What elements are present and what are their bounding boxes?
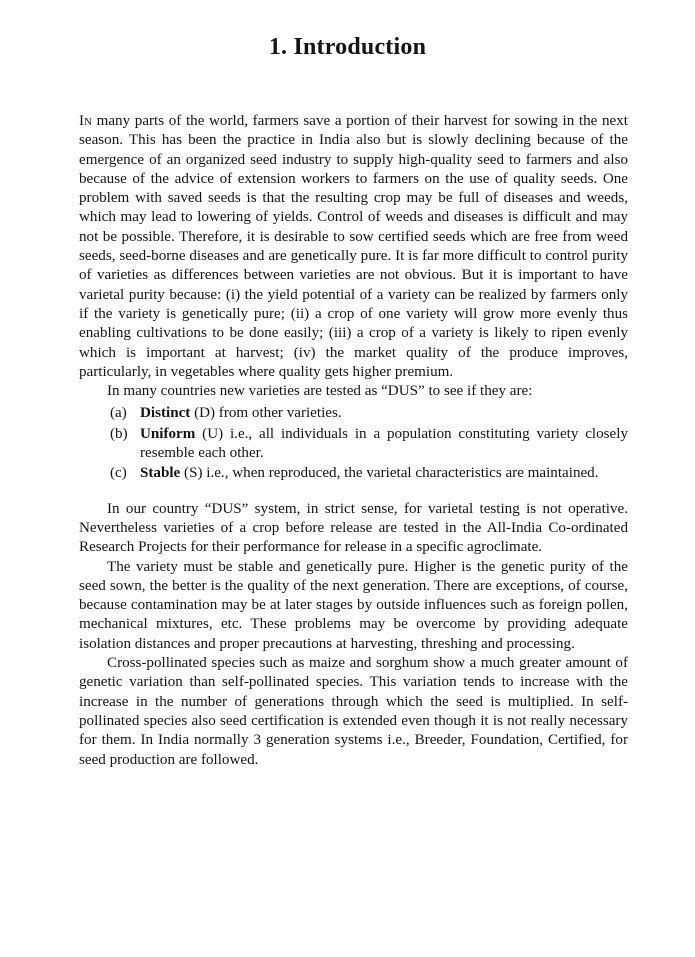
- list-marker: (c): [110, 465, 127, 482]
- paragraph-intro-text: many parts of the world, farmers save a portion of their harvest for sowing in the next season. This has been the practice in India also but is slowly declining because of the emergence of an organized seed industry to supply high-quality seed to farmers and also because of the advice of extension workers to farmers on the use of quality seeds. One problem with saved seeds is that the resulting crop may be full of diseases and weeds, which may lead to lowering of yields. Control of weeds and diseases is difficult and may not be possible. Therefore, it is desirable to sow certified seeds which are free from weed seeds, seed-borne diseases and are genetically pure. It is far more difficult to control purity of varieties as differences between varieties are not obvious. But it is important to have varietal purity because: (i) the yield potential of a variety can be realized by farmers only if the variety is genetically pure; (ii) a crop of one variety will grow more evenly thus enabling cultivations to be done easily; (iii) a crop of a variety is likely to ripen evenly which is important at harvest; (iv) the market quality of the produce improves, particularly, in vegetables where quality gets higher premium.: [79, 113, 628, 380]
- list-text: (S) i.e., when reproduced, the varietal characteristics are maintained.: [180, 465, 599, 482]
- chapter-body: [79, 112, 628, 770]
- list-marker: (a): [110, 405, 127, 422]
- list-term: Distinct: [140, 405, 191, 422]
- paragraph-gap: [79, 487, 628, 500]
- paragraph-cross-pollinated: Cross-pollinated species such as maize and sorghum show a much greater amount of genetic variation than self-pollinated species. This variation tends to increase with the increase in the number of generations through which the seed is multiplied. In self- pollinated species also seed certification is extended even though it is not really necessary for them. In India normally 3 generation systems i.e., Breeder, Foundation, Certified, for seed production are followed.: [79, 655, 628, 768]
- paragraph-dus-india: In our country “DUS” system, in strict sense, for varietal testing is not operative. Nevertheless varieties of a crop before release are tested in the All-India Co-ordinated Research Projects for their performance for release in a specific agroclimate.: [79, 500, 628, 556]
- list-item: [79, 404, 628, 423]
- list-marker: (b): [110, 425, 128, 442]
- list-term: Stable: [140, 465, 181, 482]
- paragraph-dus-intro: In many countries new varieties are tested as “DUS” to see if they are:: [107, 383, 533, 400]
- paragraph-intro: [79, 112, 628, 382]
- chapter-title: 1. Introduction: [268, 34, 427, 60]
- list-text: (D) from other varieties.: [190, 405, 342, 422]
- list-text: (U) i.e., all individuals in a population constituting variety closely resemble each other.: [140, 425, 628, 462]
- paragraph-lead-word: In: [79, 113, 92, 129]
- paragraph-genetic-purity: The variety must be stable and genetically pure. Higher is the genetic purity of the seed sown, the better is the quality of the next generation. There are exceptions, of course, because contamination may be at later stages by outside influences such as foreign pollen, mechanical mixtures, etc. These problems may be overcome by providing adequate isolation distances and proper precautions at harvesting, threshing and processing.: [79, 558, 628, 652]
- list-term: Uniform: [140, 425, 196, 442]
- list-item: [79, 464, 628, 483]
- dus-criteria-list: [79, 404, 628, 483]
- list-item: [79, 425, 628, 464]
